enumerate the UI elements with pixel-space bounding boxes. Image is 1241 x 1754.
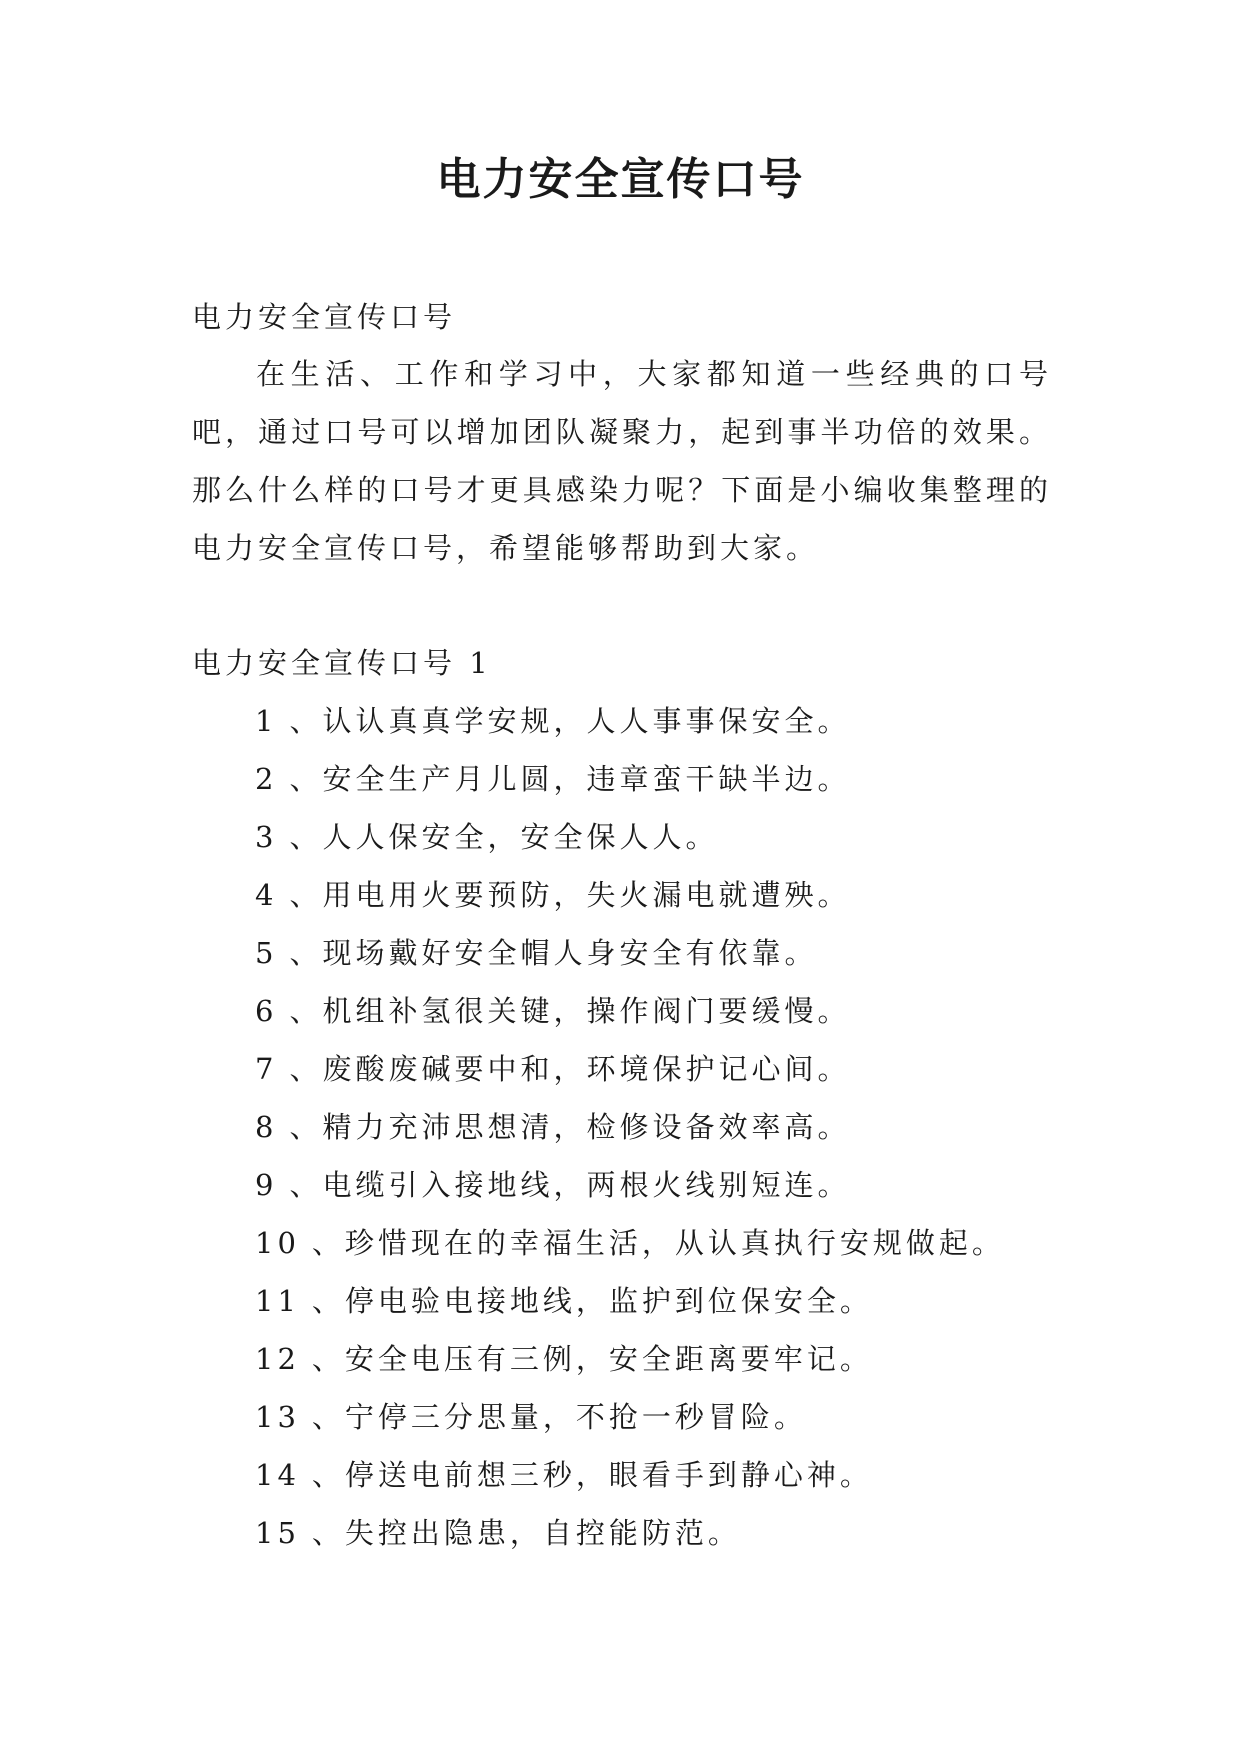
slogan-number: 11	[255, 1284, 300, 1318]
slogan-item	[255, 808, 1055, 866]
slogan-text: 、电缆引入接地线，两根火线别短连。	[289, 1168, 851, 1202]
slogan-text: 、安全生产月儿圆，违章蛮干缺半边。	[289, 762, 851, 796]
slogan-item	[255, 1388, 1055, 1446]
slogan-text: 、安全电压有三例，安全距离要牢记。	[311, 1342, 873, 1376]
slogan-text: 、宁停三分思量，不抢一秒冒险。	[311, 1400, 807, 1434]
slogan-item	[255, 1272, 1055, 1330]
slogan-number: 6	[255, 994, 278, 1028]
slogan-text: 、用电用火要预防，失火漏电就遭殃。	[289, 878, 851, 912]
slogan-text: 、停送电前想三秒，眼看手到静心神。	[311, 1458, 873, 1492]
slogan-number: 10	[255, 1226, 300, 1260]
section-heading: 电力安全宣传口号 1	[192, 646, 492, 680]
slogan-text: 、现场戴好安全帽人身安全有依靠。	[289, 936, 818, 970]
slogan-item	[255, 1098, 1055, 1156]
slogan-item	[255, 1040, 1055, 1098]
slogan-number: 9	[255, 1168, 278, 1202]
slogan-number: 1	[255, 704, 278, 738]
slogan-number: 13	[255, 1400, 300, 1434]
slogan-list	[255, 692, 1055, 1562]
slogan-text: 、失控出隐患，自控能防范。	[311, 1516, 741, 1550]
slogan-text: 、精力充沛思想清，检修设备效率高。	[289, 1110, 851, 1144]
slogan-item	[255, 982, 1055, 1040]
slogan-text: 、珍惜现在的幸福生活，从认真执行安规做起。	[311, 1226, 1005, 1260]
document-subtitle: 电力安全宣传口号	[192, 300, 457, 334]
slogan-number: 3	[255, 820, 278, 854]
slogan-text: 、认认真真学安规，人人事事保安全。	[289, 704, 851, 738]
slogan-number: 8	[255, 1110, 278, 1144]
slogan-item	[255, 1330, 1055, 1388]
slogan-text: 、人人保安全，安全保人人。	[289, 820, 719, 854]
intro-paragraph: 在生活、工作和学习中，大家都知道一些经典的口号吧，通过口号可以增加团队凝聚力，起到事半功倍的效果。那么什么样的口号才更具感染力呢？下面是小编收集整理的电力安全宣传口号，希望能够帮助到大家。	[192, 357, 1052, 565]
slogan-text: 、机组补氢很关键，操作阀门要缓慢。	[289, 994, 851, 1028]
slogan-item	[255, 1446, 1055, 1504]
slogan-number: 14	[255, 1458, 300, 1492]
slogan-number: 4	[255, 878, 278, 912]
slogan-item	[255, 924, 1055, 982]
slogan-number: 2	[255, 762, 278, 796]
slogan-number: 5	[255, 936, 278, 970]
slogan-number: 12	[255, 1342, 300, 1376]
slogan-number: 7	[255, 1052, 278, 1086]
slogan-item	[255, 1156, 1055, 1214]
slogan-number: 15	[255, 1516, 300, 1550]
slogan-item	[255, 1504, 1055, 1562]
slogan-item	[255, 866, 1055, 924]
slogan-text: 、废酸废碱要中和，环境保护记心间。	[289, 1052, 851, 1086]
slogan-item	[255, 692, 1055, 750]
slogan-item	[255, 750, 1055, 808]
slogan-item	[255, 1214, 1055, 1272]
document-title: 电力安全宣传口号	[436, 154, 805, 205]
slogan-text: 、停电验电接地线，监护到位保安全。	[311, 1284, 873, 1318]
